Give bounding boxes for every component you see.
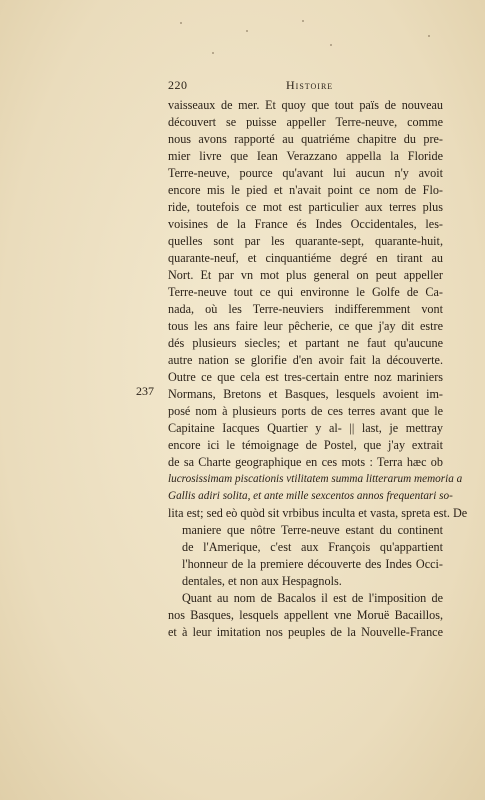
page-header [168, 78, 448, 96]
paper-speck [246, 30, 248, 32]
text-line: Terre-neuve tout ce qui environne le Golfe de Ca- [168, 285, 443, 299]
text-line: dentales, et non aux Hespagnols. [182, 574, 342, 588]
running-head: Histoire [286, 78, 334, 92]
text-line: maniere que nôtre Terre-neuve estant du continent [182, 523, 443, 537]
text-line: posé nom à plusieurs ports de ces terres avant que le [168, 404, 443, 418]
text-line: voisines de la France és Indes Occidentales, les- [168, 217, 443, 231]
text-line: quarante-neuf, et cinquantiéme degré en tirant au [168, 251, 443, 265]
text-line: et à leur imitation nos peuples de la Nouvelle-France [168, 625, 443, 639]
text-line: nada, où les Terre-neuviers indifferemment vont [168, 302, 443, 316]
paragraph-start-line: Quant au nom de Bacalos il est de l'imposition de [182, 591, 443, 605]
paper-speck [180, 22, 182, 24]
text-line: quelles sont par les quarante-sept, quarante-huit, [168, 234, 443, 248]
text-line: Capitaine Iacques Quartier y al- || last, je mettray [168, 421, 443, 435]
text-line: lita est; sed eò quòd sit vrbibus inculta et vasta, spreta est. De [168, 506, 468, 520]
text-line: Normans, Bretons et Basques, lesquels avoient im- [168, 387, 443, 401]
text-line: autre nation se glorifie d'en avoir fait la découverte. [168, 353, 443, 367]
text-line: encore ici le témoignage de Postel, que j'ay extrait [168, 438, 443, 452]
paper-speck [302, 20, 304, 22]
text-line: découvert se puisse appeller Terre-neuve, comme [168, 115, 443, 129]
text-line: tous les ans faire leur pêcherie, ce que j'ay dit estre [168, 319, 443, 333]
paper-speck [330, 44, 332, 46]
text-line: ride, toutefois ce mot est particulier aux terres plus [168, 200, 443, 214]
margin-page-reference: 237 [136, 384, 154, 398]
text-line: encore mis le pied et n'avait point ce nom de Flo- [168, 183, 443, 197]
text-line: Outre ce que cela est tres-certain entre noz mariniers [168, 370, 443, 384]
text-line: Nort. Et par vn mot plus general on peut appeller [168, 268, 443, 282]
text-line: l'honneur de la premiere découverte des Indes Occi- [182, 557, 443, 571]
paper-speck [428, 35, 430, 37]
latin-quote-line: Gallis adiri solita, et ante mille sexcentos annos frequentari so- [168, 490, 453, 502]
text-line: de l'Amerique, c'est aux François qu'appartient [182, 540, 443, 554]
text-line: dés plusieurs siecles; et partant ne faut qu'aucune [168, 336, 443, 350]
text-line: Terre-neuve, pource qu'avant lui aucun n'y avoit [168, 166, 443, 180]
text-line: nous avons rapporté au quatriéme chapitre du pre- [168, 132, 443, 146]
latin-quote-line: lucrosissimam piscationis vtilitatem summa litterarum memoria a [168, 473, 463, 485]
page-number: 220 [168, 78, 188, 92]
body-text [168, 97, 468, 641]
text-line: vaisseaux de mer. Et quoy que tout païs de nouveau [168, 98, 443, 112]
text-line: de sa Charte geographique en ces mots : Terra hæc ob [168, 455, 443, 469]
text-line: nos Basques, lesquels appellent vne Moruë Bacaillos, [168, 608, 443, 622]
text-line: mier livre que Iean Verazzano appella la Floride [168, 149, 443, 163]
paper-speck [212, 52, 214, 54]
